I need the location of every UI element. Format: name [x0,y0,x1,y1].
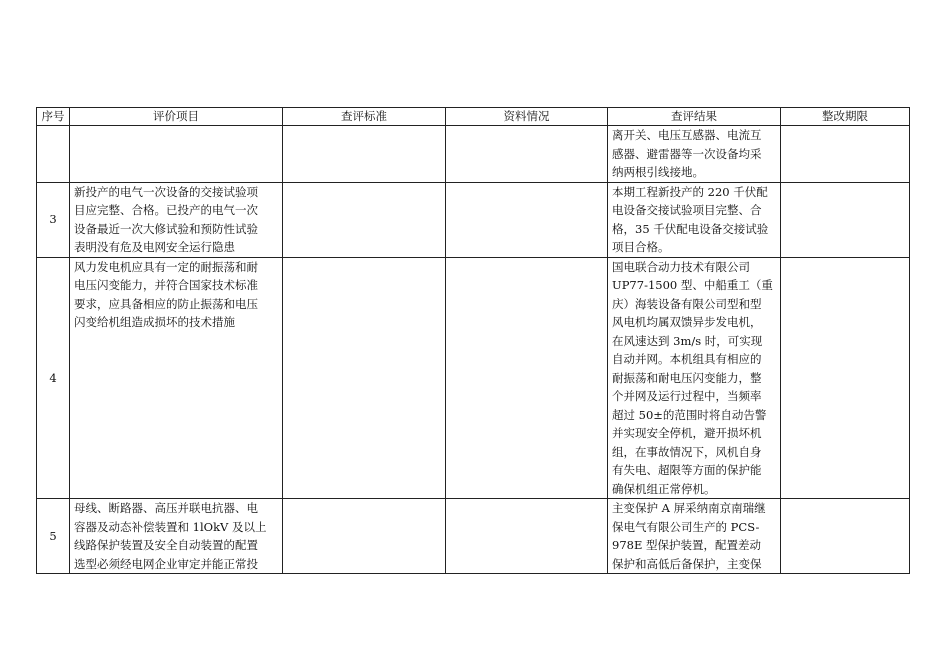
header-deadline: 整改期限 [781,108,910,126]
header-result: 查评结果 [608,108,781,126]
result-line: 离开关、电压互感器、电流互 [612,128,762,142]
evaluation-table [36,107,910,574]
evaluation-item-line: 要求，应具备相应的防止振荡和电压 [74,296,258,311]
result-cell [608,499,781,574]
table-row [37,499,910,574]
result-line: 确保机组正常停机。 [612,481,716,496]
row-number: 3 [37,182,70,257]
standard-cell [283,499,446,574]
result-line: 保护和高低后备保护，主变保 [612,556,762,571]
standard-cell [283,182,446,257]
result-line: 风电机均属双馈异步发电机， [612,315,762,329]
result-line: 个并网及运行过程中，当频率 [612,389,762,403]
row-number: 4 [37,257,70,499]
evaluation-item-line: 电压闪变能力，并符合国家技术标准 [74,278,258,292]
result-line: 项目合格。 [612,240,670,254]
row-number: 5 [37,499,70,574]
materials-cell [446,499,608,574]
result-line: 有失电、超限等方面的保护能 [612,463,762,477]
evaluation-item-line: 表明没有危及电网安全运行隐患 [74,240,235,254]
result-line: 国电联合动力技术有限公司 [612,259,750,274]
deadline-cell [781,182,910,257]
table-header-row [37,108,910,126]
materials-cell [446,182,608,257]
result-line: 纳两根引线接地。 [612,165,704,179]
result-cell [608,182,781,257]
result-line: 主变保护 A 屏采纳南京南瑞继 [612,501,766,515]
header-item: 评价项目 [70,108,283,126]
table-body [37,126,910,574]
result-line: 超过 50±的范围时将自动告警 [612,407,767,422]
materials-cell [446,126,608,183]
result-line: 978E 型保护装置，配置差动 [612,538,761,552]
result-line: 自动并网。本机组具有相应的 [612,352,762,366]
deadline-cell [781,257,910,499]
result-line: 格，35 千伏配电设备交接试验 [612,221,769,236]
table-row [37,257,910,499]
evaluation-item-line: 选型必须经电网企业审定并能正常投 [74,556,258,571]
deadline-cell [781,499,910,574]
result-line: 在风速达到 3m/s 时，可实现 [612,333,763,348]
evaluation-item [70,499,283,574]
deadline-cell [781,126,910,183]
evaluation-item-line: 新投产的电气一次设备的交接试验项 [74,184,258,199]
row-number [37,126,70,183]
result-line: 感器、避雷器等一次设备均采 [612,146,762,161]
header-standard: 查评标准 [283,108,446,126]
table-row [37,126,910,183]
result-line: 本期工程新投产的 220 千伏配 [612,184,768,199]
evaluation-item [70,257,283,499]
materials-cell [446,257,608,499]
evaluation-item-line: 母线、断路器、高压并联电抗器、电 [74,501,258,515]
result-line: 电设备交接试验项目完整、合 [612,203,762,217]
evaluation-item-line: 设备最近一次大修试验和预防性试验 [74,221,258,236]
evaluation-item [70,126,283,183]
evaluation-item-line: 闪变给机组造成损坏的技术措施 [74,315,235,329]
result-cell [608,126,781,183]
evaluation-item-line: 线路保护装置及安全自动装置的配置 [74,538,258,552]
standard-cell [283,257,446,499]
evaluation-item-line: 目应完整、合格。已投产的电气一次 [74,203,258,217]
result-line: 保电气有限公司生产的 PCS- [612,519,760,534]
evaluation-item [70,182,283,257]
standard-cell [283,126,446,183]
result-cell [608,257,781,499]
result-line: 耐振荡和耐电压闪变能力，整 [612,370,762,385]
result-line: 庆）海装设备有限公司型和型 [612,296,762,311]
result-line: 并实现安全停机，避开损坏机 [612,426,762,440]
result-line: 组，在事故情况下，风机自身 [612,444,762,459]
header-materials: 资料情况 [446,108,608,126]
table-row [37,182,910,257]
header-no: 序号 [37,108,70,126]
evaluation-item-line: 风力发电机应具有一定的耐振荡和耐 [74,259,258,274]
result-line: UP77-1500 型、中船重工（重 [612,278,773,292]
evaluation-item-line: 容器及动态补偿装置和 1lOkV 及以上 [74,519,267,534]
